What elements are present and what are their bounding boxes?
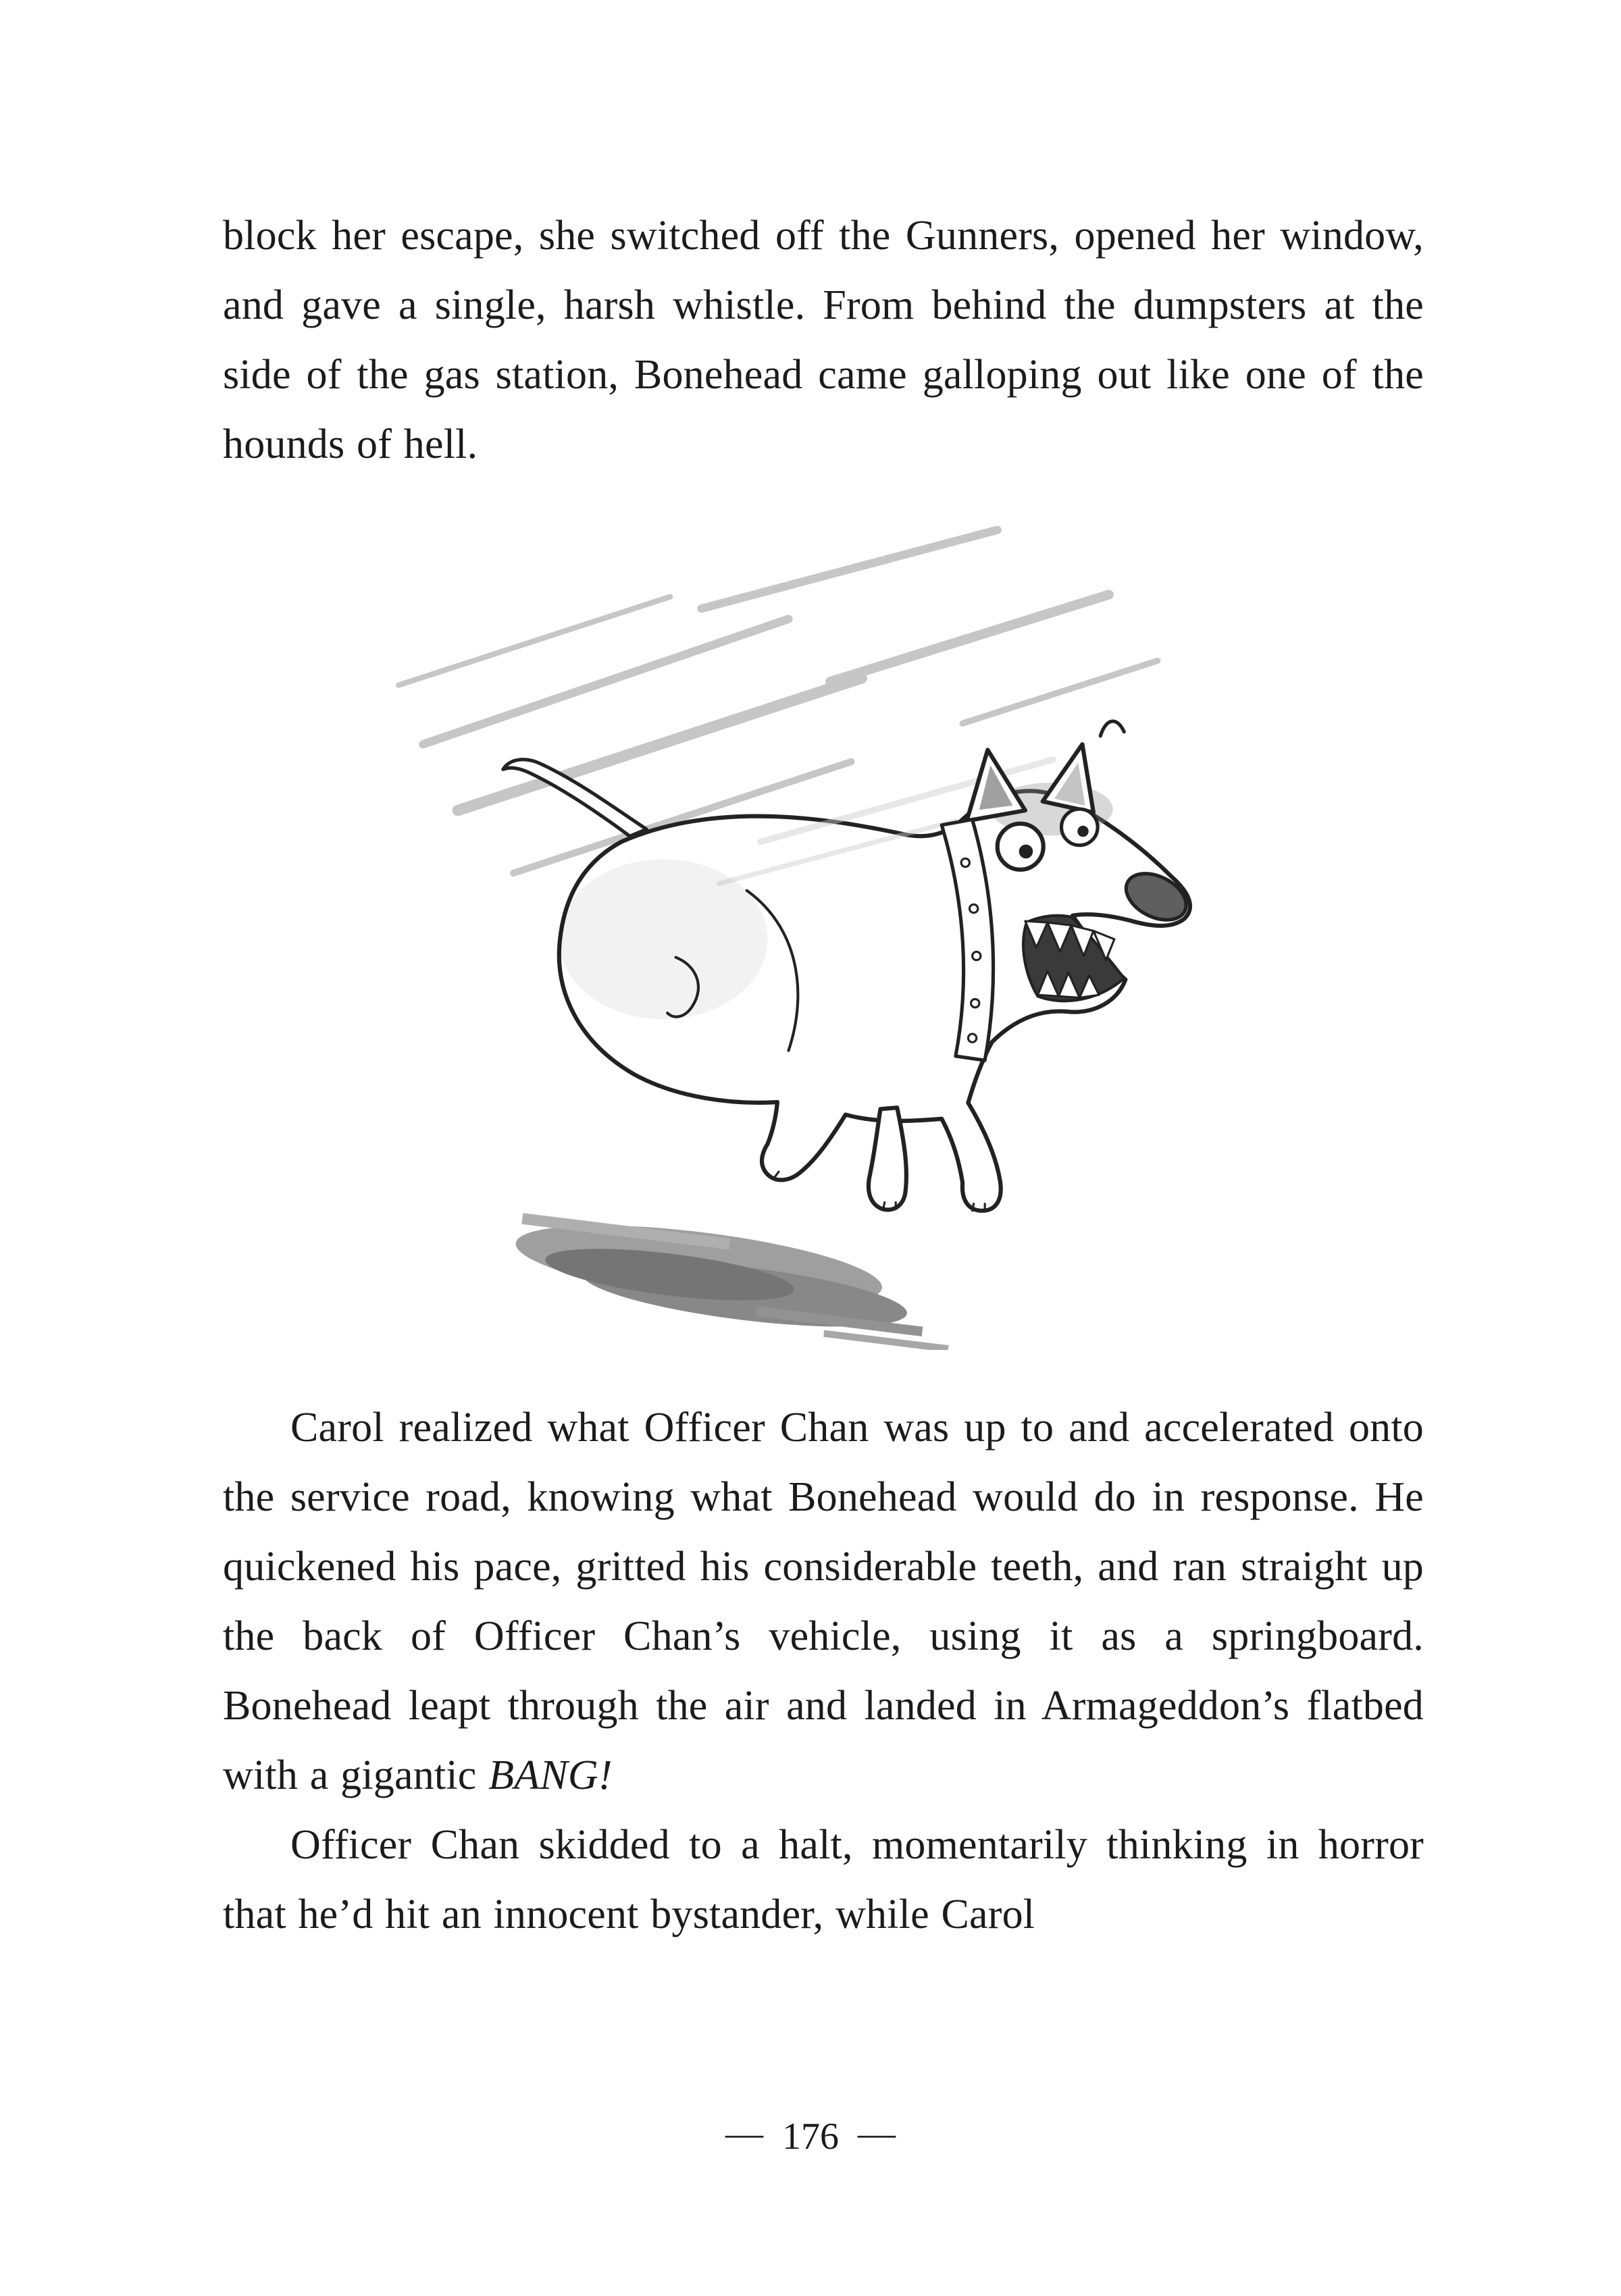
footer-dash-left: — <box>725 2112 763 2154</box>
illustration-container <box>223 515 1424 1350</box>
dog-eye-left <box>998 824 1044 870</box>
page-number: 176 <box>782 2116 839 2158</box>
dog-pupil-right <box>1077 826 1088 837</box>
dog-foreleg-near <box>869 1107 906 1209</box>
paragraph-carol-text: Carol realized what Officer Chan was up to and accelerated onto the service road, knowing what Bonehead would do in response. He quickened his pace, gritted his considerable teeth, and ran straight up the back of Officer Chan’s vehicle, using it as a springboard. Bonehead leapt through the air and landed in Armageddon’s flatbed with a gigantic <box>223 1405 1424 1798</box>
dog-pupil-left <box>1019 845 1033 859</box>
paragraph-carol <box>223 1393 1424 1810</box>
paragraph-officer-chan: Officer Chan skidded to a halt, momentarily thinking in horror that he’d hit an innocent bystander, while Carol <box>223 1822 1424 1937</box>
shadow-smudge <box>509 1210 959 1350</box>
footer-dash-right: — <box>858 2112 896 2154</box>
paragraph-opening: block her escape, she switched off the Gunners, opened her window, and gave a single, harsh whistle. From behind the dumpsters at the side of the gas station, Bonehead came galloping out like one of the hounds of hell. <box>223 213 1424 467</box>
bang-italic: BANG! <box>488 1752 613 1798</box>
worry-mark <box>1100 721 1124 736</box>
haunch-shading <box>559 859 767 1019</box>
page-number-footer <box>0 2112 1621 2158</box>
dog-illustration <box>371 515 1276 1350</box>
